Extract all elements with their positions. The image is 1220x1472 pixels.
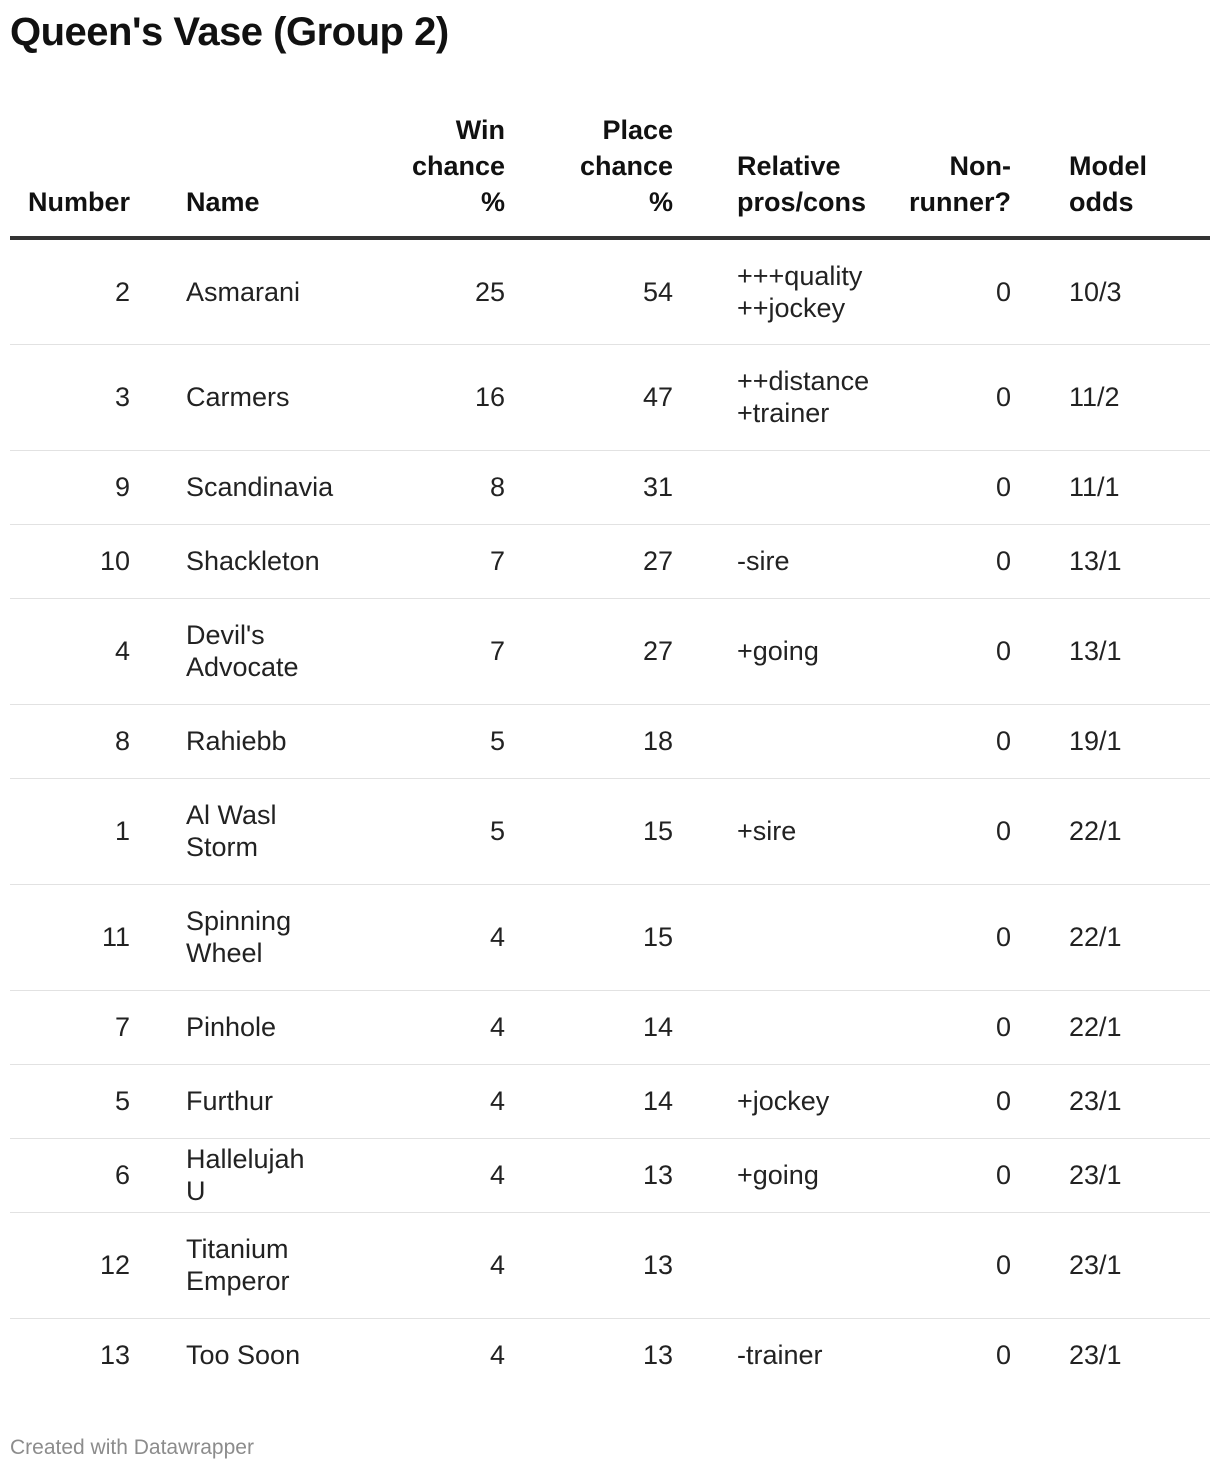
header-win-line-2: chance <box>411 151 505 181</box>
cell-place-chance: 13 <box>505 1212 673 1318</box>
cell-pros-cons-line: +going <box>737 1160 819 1190</box>
cell-model-odds: 23/1 <box>1013 1138 1210 1212</box>
header-place-line-2: chance <box>579 151 673 181</box>
cell-pros-cons-line: +sire <box>737 816 797 846</box>
cell-name-line: Titanium <box>186 1234 289 1264</box>
cell-win-chance: 5 <box>330 778 505 884</box>
header-win-chance[interactable] <box>330 112 505 238</box>
cell-non-runner: 0 <box>863 704 1013 778</box>
cell-pros-cons <box>673 704 863 778</box>
table-row <box>10 990 1210 1064</box>
cell-win-chance: 7 <box>330 524 505 598</box>
cell-number: 13 <box>99 1340 130 1371</box>
cell-model-odds: 11/2 <box>1013 344 1210 450</box>
cell-name-line: Too Soon <box>186 1340 301 1371</box>
cell-number: 7 <box>10 990 130 1064</box>
cell-model-odds: 23/1 <box>1013 1064 1210 1138</box>
race-table <box>10 112 1210 1392</box>
cell-name-line: Pinhole <box>186 1012 277 1042</box>
cell-non-runner: 0 <box>863 1212 1013 1318</box>
cell-win-chance: 4 <box>330 1064 505 1138</box>
cell-pros-cons <box>673 1318 863 1392</box>
cell-non-runner: 0 <box>863 524 1013 598</box>
cell-number: 12 <box>10 1212 130 1318</box>
cell-non-runner: 0 <box>995 1340 1011 1371</box>
cell-pros-cons-line: ++jockey <box>737 292 846 323</box>
cell-model-odds: 13/1 <box>1013 598 1210 704</box>
table-row <box>10 1318 1210 1392</box>
cell-number: 1 <box>10 778 130 884</box>
cell-model-odds: 19/1 <box>1013 704 1210 778</box>
cell-pros-cons-line: +++quality <box>737 260 863 291</box>
cell-win-chance: 25 <box>330 238 505 344</box>
cell-name-line: Asmarani <box>186 276 301 307</box>
cell-win-chance: 4 <box>330 990 505 1064</box>
cell-place-chance: 27 <box>505 524 673 598</box>
cell-non-runner: 0 <box>863 344 1013 450</box>
header-place-chance[interactable] <box>505 112 673 238</box>
header-nonrunner-line-2: runner? <box>908 187 1011 217</box>
cell-name-line: Advocate <box>186 652 299 682</box>
cell-name <box>130 990 330 1064</box>
cell-win-chance: 4 <box>330 1212 505 1318</box>
table-row <box>10 238 1210 344</box>
cell-name-line: Storm <box>186 832 259 862</box>
header-odds-line-1: Model <box>1069 151 1147 181</box>
table-row <box>10 598 1210 704</box>
cell-pros-cons <box>673 990 863 1064</box>
cell-model-odds: 23/1 <box>1069 1340 1122 1371</box>
header-pros-line-2: pros/cons <box>737 187 867 217</box>
header-row <box>10 112 1210 238</box>
cell-pros-cons <box>673 1064 863 1138</box>
cell-number: 4 <box>10 598 130 704</box>
cell-number: 5 <box>10 1064 130 1138</box>
table-row <box>10 344 1210 450</box>
cell-number: 2 <box>10 238 130 344</box>
table-row <box>10 884 1210 990</box>
cell-name-line: Rahiebb <box>186 726 287 756</box>
cell-name <box>130 598 330 704</box>
cell-win-chance: 4 <box>489 1340 505 1371</box>
cell-number: 10 <box>10 524 130 598</box>
cell-non-runner: 0 <box>863 598 1013 704</box>
cell-place-chance: 15 <box>505 778 673 884</box>
header-nonrunner-line-1: Non- <box>949 151 1011 181</box>
cell-number: 6 <box>10 1138 130 1212</box>
header-non-runner[interactable] <box>863 112 1013 238</box>
chart-title: Queen's Vase (Group 2) <box>10 10 449 54</box>
cell-pros-cons <box>673 238 863 344</box>
header-number[interactable]: Number <box>10 112 130 238</box>
cell-place-chance: 31 <box>505 450 673 524</box>
header-win-line-3: % <box>480 187 505 217</box>
header-pros-cons[interactable] <box>673 112 867 238</box>
cell-name <box>130 238 330 344</box>
cell-place-chance: 13 <box>642 1340 673 1371</box>
cell-name-line: Spinning <box>186 906 292 936</box>
cell-win-chance: 4 <box>330 884 505 990</box>
cell-win-chance: 8 <box>330 450 505 524</box>
cell-non-runner: 0 <box>863 1064 1013 1138</box>
cell-non-runner: 0 <box>863 990 1013 1064</box>
cell-model-odds: 22/1 <box>1013 990 1210 1064</box>
cell-model-odds: 10/3 <box>1013 238 1210 344</box>
cell-pros-cons-line: ++distance <box>737 366 870 396</box>
table-row <box>10 1138 1210 1212</box>
cell-name <box>130 1138 330 1212</box>
cell-name-line: Wheel <box>186 938 263 968</box>
header-name[interactable]: Name <box>130 112 330 238</box>
cell-win-chance: 5 <box>330 704 505 778</box>
cell-number: 3 <box>10 344 130 450</box>
table-row <box>10 778 1210 884</box>
cell-pros-cons-line: -sire <box>737 546 790 576</box>
cell-place-chance: 15 <box>505 884 673 990</box>
cell-name-line: Al Wasl <box>186 800 277 830</box>
cell-number: 11 <box>10 884 130 990</box>
cell-non-runner: 0 <box>863 778 1013 884</box>
table-row <box>10 450 1210 524</box>
header-win-line-1: Win <box>455 115 505 145</box>
cell-pros-cons <box>673 598 863 704</box>
cell-number: 8 <box>10 704 130 778</box>
cell-non-runner: 0 <box>863 884 1013 990</box>
header-place-line-1: Place <box>602 115 673 145</box>
cell-name-line: Furthur <box>186 1086 274 1116</box>
cell-place-chance: 54 <box>505 238 673 344</box>
credit-footer[interactable]: Created with Datawrapper <box>10 1436 254 1459</box>
cell-name <box>130 704 330 778</box>
cell-win-chance: 4 <box>330 1138 505 1212</box>
cell-pros-cons-line: +trainer <box>737 398 830 428</box>
cell-non-runner: 0 <box>863 450 1013 524</box>
cell-model-odds: 11/1 <box>1013 450 1210 524</box>
cell-pros-cons-line: +going <box>737 636 819 666</box>
cell-pros-cons-line: -trainer <box>737 1340 823 1371</box>
cell-place-chance: 27 <box>505 598 673 704</box>
cell-model-odds: 23/1 <box>1013 1212 1210 1318</box>
cell-place-chance: 14 <box>505 990 673 1064</box>
cell-pros-cons <box>673 524 863 598</box>
cell-place-chance: 14 <box>505 1064 673 1138</box>
table-row <box>10 1064 1210 1138</box>
cell-model-odds: 13/1 <box>1013 524 1210 598</box>
cell-name <box>130 778 330 884</box>
cell-name <box>130 1212 330 1318</box>
cell-non-runner: 0 <box>863 1138 1013 1212</box>
header-place-line-3: % <box>648 187 673 217</box>
header-odds-line-2: odds <box>1069 187 1134 217</box>
table-row <box>10 524 1210 598</box>
cell-pros-cons <box>673 1212 863 1318</box>
cell-name-line: Hallelujah U <box>186 1144 305 1206</box>
cell-pros-cons <box>673 778 863 884</box>
cell-name <box>130 1064 330 1138</box>
cell-pros-cons <box>673 344 870 450</box>
cell-name <box>130 344 330 450</box>
cell-win-chance: 16 <box>330 344 505 450</box>
cell-name <box>130 524 330 598</box>
cell-number: 9 <box>10 450 130 524</box>
table-body <box>10 238 1210 1392</box>
cell-place-chance: 18 <box>505 704 673 778</box>
cell-name-line: Shackleton <box>186 546 320 576</box>
table-row <box>10 1212 1210 1318</box>
cell-pros-cons <box>673 884 863 990</box>
cell-pros-cons <box>673 1138 863 1212</box>
cell-name-line: Devil's <box>186 620 265 650</box>
cell-win-chance: 7 <box>330 598 505 704</box>
cell-name-line: Scandinavia <box>186 472 334 502</box>
cell-place-chance: 47 <box>505 344 673 450</box>
cell-name <box>130 450 334 524</box>
cell-place-chance: 13 <box>505 1138 673 1212</box>
cell-non-runner: 0 <box>863 238 1013 344</box>
cell-pros-cons-line: +jockey <box>737 1086 830 1116</box>
cell-model-odds: 22/1 <box>1013 884 1210 990</box>
cell-pros-cons <box>673 450 863 524</box>
cell-name-line: Carmers <box>186 382 290 412</box>
header-pros-line-1: Relative <box>737 151 841 181</box>
table-row <box>10 704 1210 778</box>
cell-name <box>130 884 330 990</box>
header-model-odds[interactable] <box>1013 112 1210 238</box>
cell-name-line: Emperor <box>186 1266 290 1296</box>
cell-model-odds: 22/1 <box>1013 778 1210 884</box>
cell-name <box>130 1318 330 1392</box>
